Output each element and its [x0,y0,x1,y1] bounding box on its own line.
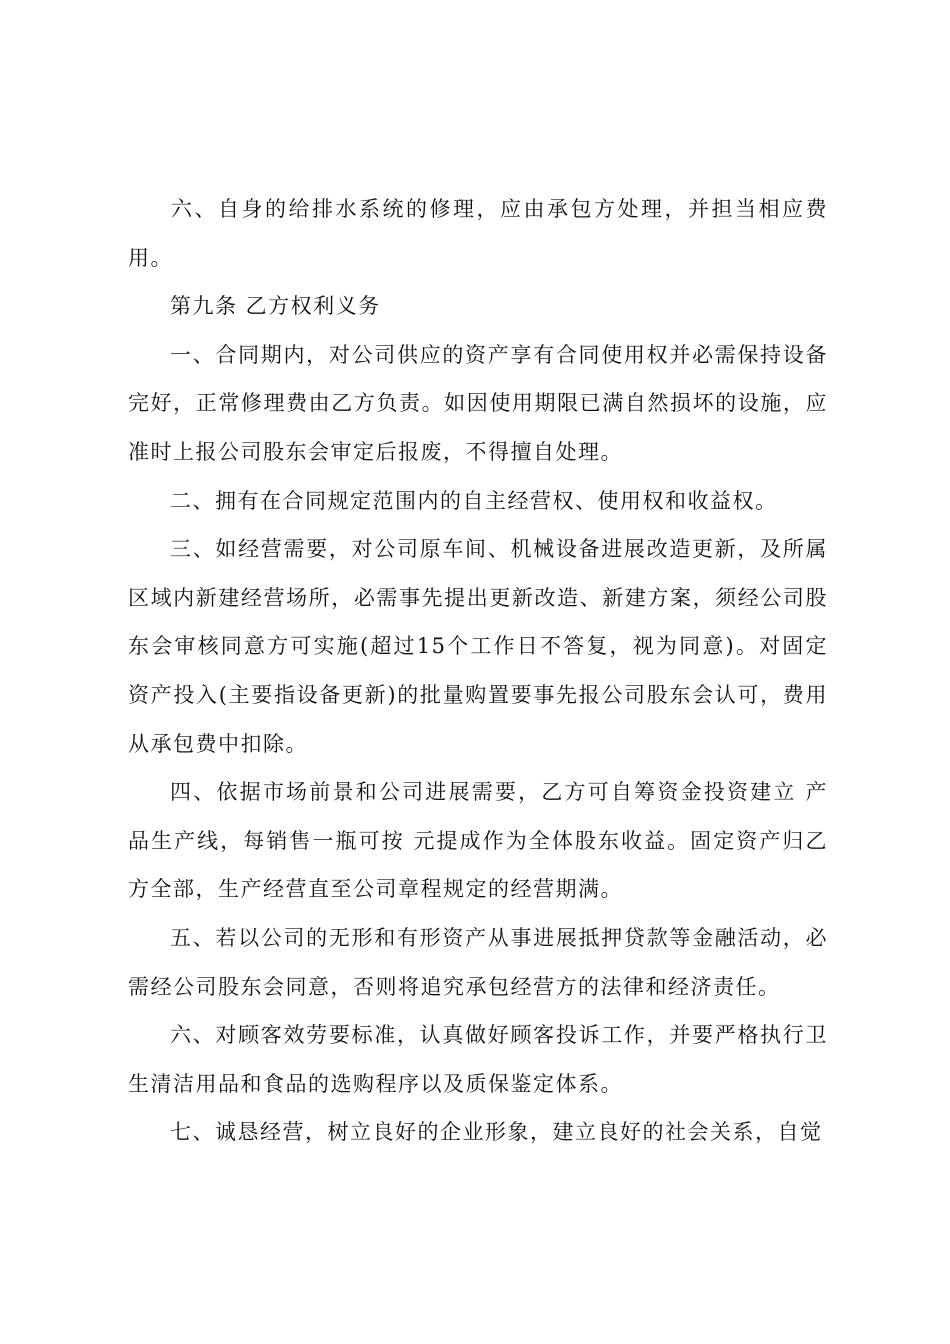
document-body [128,185,828,1157]
paragraph-item-7: 七、诚恳经营，树立良好的企业形象，建立良好的社会关系，自觉 [170,1120,823,1145]
paragraph-drainage-repair: 六、自身的给排水系统的修理，应由承包方处理，并担当相应费用。 [128,197,828,270]
paragraph-item-2: 二、拥有在合同规定范围内的自主经营权、使用权和收益权。 [170,488,778,513]
paragraph-item-4: 四、依据市场前景和公司进展需要，乙方可自筹资金投资建立 产品生产线，每销售一瓶可按 元提成作为全体股东收益。固定资产归乙方全部，生产经营直至公司章程规定的经营期满。 [128,780,828,902]
paragraph-item-3: 三、如经营需要，对公司原车间、机械设备进展改造更新，及所属区域内新建经营场所，必需事先提出更新改造、新建方案，须经公司股东会审核同意方可实施(超过15个工作日不答复，视为同意)。对固定资产投入(主要指设备更新)的批量购置要事先报公司股东会认可，费用从承包费中扣除。 [128,537,828,756]
paragraph-item-1: 一、合同期内，对公司供应的资产享有合同使用权并必需保持设备完好，正常修理费由乙方负责。如因使用期限已满自然损坏的设施，应准时上报公司股东会审定后报废，不得擅自处理。 [128,342,828,464]
article-nine-heading: 第九条 乙方权利义务 [170,294,381,319]
paragraph-item-6: 六、对顾客效劳要标准，认真做好顾客投诉工作，并要严格执行卫生清洁用品和食品的选购程序以及质保鉴定体系。 [128,1023,828,1096]
paragraph-item-5: 五、若以公司的无形和有形资产从事进展抵押贷款等金融活动，必需经公司股东会同意，否则将追究承包经营方的法律和经济责任。 [128,925,828,999]
